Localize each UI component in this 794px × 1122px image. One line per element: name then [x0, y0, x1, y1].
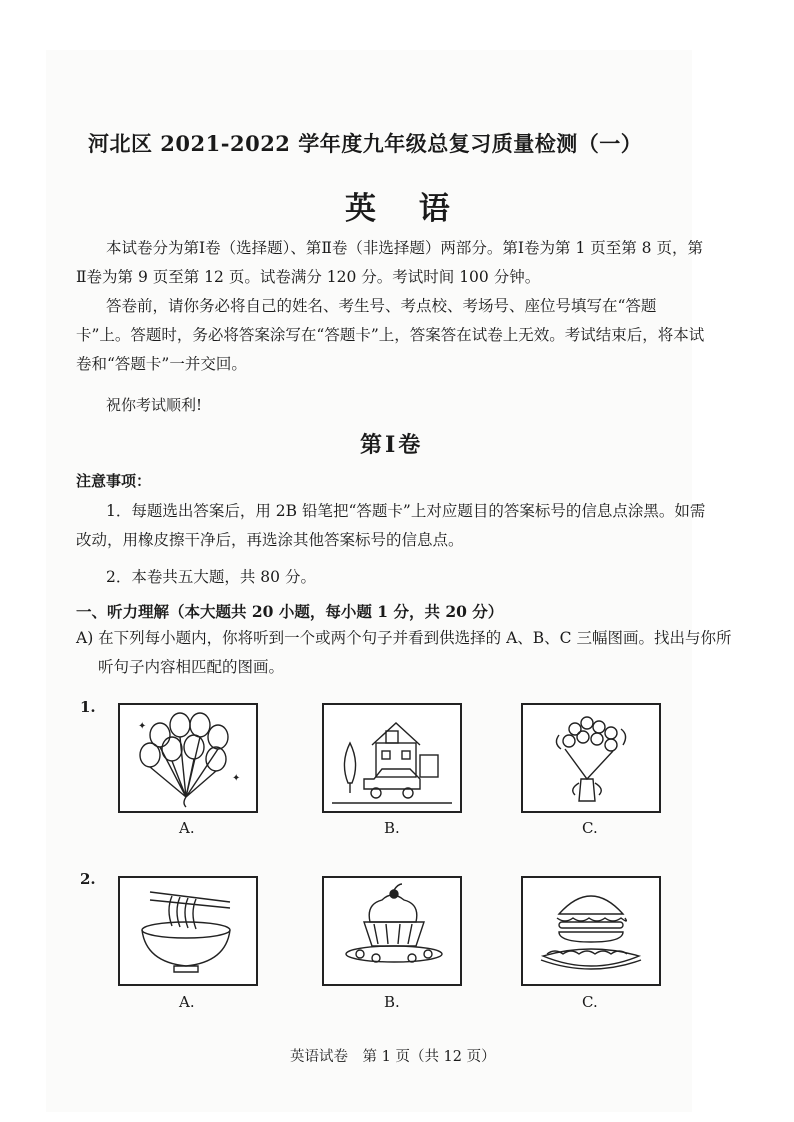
notice-item-1: 1．每题选出答案后，用 2B 铅笔把“答题卡”上对应题目的答案标号的信息点涂黑。如需改动，用橡皮擦干净后，再选涂其他答案标号的信息点。	[76, 502, 706, 549]
part-1-heading: 第Ⅰ卷	[360, 432, 424, 458]
option-label: B.	[384, 819, 400, 837]
page-footer: 英语试卷 第 1 页（共 12 页）	[290, 1049, 496, 1065]
notice-title: 注意事项：	[76, 472, 152, 490]
option-label: C.	[582, 819, 598, 837]
question-number: 2.	[80, 870, 96, 888]
svg-text:✦: ✦	[138, 721, 147, 732]
svg-text:✦: ✦	[232, 773, 241, 784]
flower-bouquet-icon	[521, 703, 661, 813]
option-label: C.	[582, 993, 598, 1011]
good-luck-text: 祝你考试顺利!	[106, 396, 203, 414]
option-label: A.	[179, 993, 195, 1011]
exam-title: 河北区 2021-2022 学年度九年级总复习质量检测（一）	[88, 131, 643, 156]
listening-section-title: 一、听力理解（本大题共 20 小题，每小题 1 分，共 20 分）	[76, 602, 504, 621]
balloons-icon	[118, 703, 258, 813]
question-number: 1.	[80, 698, 96, 716]
cake-icon	[322, 876, 462, 986]
notice-item-2: 2．本卷共五大题，共 80 分。	[106, 568, 316, 586]
option-label: B.	[384, 993, 400, 1011]
part-a-instruction: A) 在下列每小题内，你将听到一个或两个句子并看到供选择的 A、B、C 三幅图画。找出与你所听句子内容相匹配的图画。	[76, 629, 732, 676]
intro-paragraph-1: 本试卷分为第Ⅰ卷（选择题）、第Ⅱ卷（非选择题）两部分。第Ⅰ卷为第 1 页至第 8 页，第Ⅱ卷为第 9 页至第 12 页。试卷满分 120 分。考试时间 100 分钟。	[76, 239, 703, 286]
instructions	[76, 234, 706, 379]
noodle-bowl-icon	[118, 876, 258, 986]
burger-hotdog-icon	[521, 876, 661, 986]
option-label: A.	[179, 819, 195, 837]
intro-paragraph-2: 答卷前，请你务必将自己的姓名、考生号、考点校、考场号、座位号填写在“答题卡”上。答题时，务必将答案涂写在“答题卡”上，答案答在试卷上无效。考试结束后，将本试卷和“答题卡”一并交回。	[76, 297, 705, 373]
subject-title: 英 语	[345, 191, 466, 227]
car-house-icon	[322, 703, 462, 813]
